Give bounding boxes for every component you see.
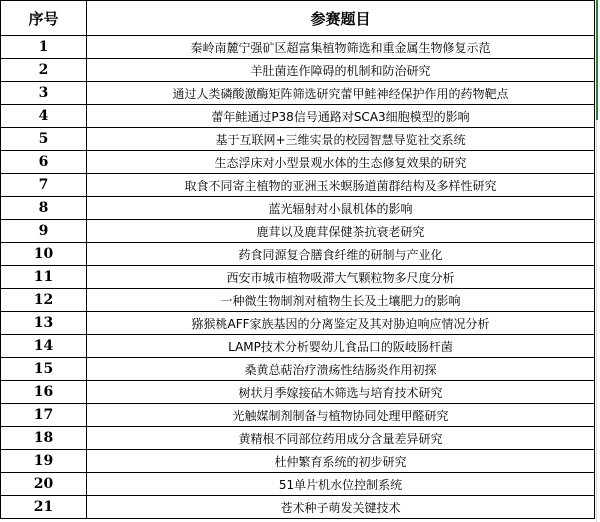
- table-row: [1, 82, 595, 105]
- row-title-cell[interactable]: 基于互联网+三维实景的校园智慧导览社交系统: [87, 128, 595, 151]
- row-number-cell[interactable]: 20: [1, 473, 87, 496]
- row-title-cell[interactable]: 猕猴桃AFF家族基因的分离鉴定及其对胁迫响应情况分析: [87, 312, 595, 335]
- row-title-cell[interactable]: 51单片机水位控制系统: [87, 473, 595, 496]
- table-row: [1, 312, 595, 335]
- row-number-cell[interactable]: 1: [1, 36, 87, 59]
- table-row: [1, 381, 595, 404]
- row-title-cell[interactable]: 药食同源复合膳食纤维的研制与产业化: [87, 243, 595, 266]
- table-row: [1, 59, 595, 82]
- row-number-cell[interactable]: 5: [1, 128, 87, 151]
- row-number-cell[interactable]: 6: [1, 151, 87, 174]
- row-title-cell[interactable]: 秦岭南麓宁强矿区超富集植物筛选和重金属生物修复示范: [87, 36, 595, 59]
- row-title-cell[interactable]: 光触媒制剂制备与植物协同处理甲醛研究: [87, 404, 595, 427]
- table-row: [1, 243, 595, 266]
- row-number-cell[interactable]: 13: [1, 312, 87, 335]
- row-number-cell[interactable]: 4: [1, 105, 87, 128]
- row-number-cell[interactable]: 15: [1, 358, 87, 381]
- selection-edge: [596, 0, 598, 120]
- row-number-cell[interactable]: 12: [1, 289, 87, 312]
- table-row: [1, 151, 595, 174]
- row-title-cell[interactable]: 羊肚菌连作障碍的机制和防治研究: [87, 59, 595, 82]
- row-number-cell[interactable]: 17: [1, 404, 87, 427]
- row-title-cell[interactable]: 取食不同寄主植物的亚洲玉米螟肠道菌群结构及多样性研究: [87, 174, 595, 197]
- table-row: [1, 496, 595, 519]
- table-row: [1, 105, 595, 128]
- table-row: [1, 174, 595, 197]
- row-title-cell[interactable]: 苍术种子萌发关键技术: [87, 496, 595, 519]
- row-title-cell[interactable]: 蓝光辐射对小鼠机体的影响: [87, 197, 595, 220]
- row-title-cell[interactable]: 桑黄总萜治疗溃疡性结肠炎作用初探: [87, 358, 595, 381]
- row-title-cell[interactable]: 西安市城市植物吸滞大气颗粒物多尺度分析: [87, 266, 595, 289]
- row-number-cell[interactable]: 7: [1, 174, 87, 197]
- header-title[interactable]: 参赛题目: [87, 1, 595, 36]
- header-row: [1, 1, 595, 36]
- row-number-cell[interactable]: 9: [1, 220, 87, 243]
- header-index[interactable]: 序号: [1, 1, 87, 36]
- table-row: [1, 36, 595, 59]
- table-row: [1, 266, 595, 289]
- table-row: [1, 335, 595, 358]
- table-row: [1, 197, 595, 220]
- row-title-cell[interactable]: 黄精根不同部位药用成分含量差异研究: [87, 427, 595, 450]
- row-number-cell[interactable]: 18: [1, 427, 87, 450]
- table-row: [1, 427, 595, 450]
- row-number-cell[interactable]: 8: [1, 197, 87, 220]
- row-title-cell[interactable]: 树状月季嫁接砧木筛选与培育技术研究: [87, 381, 595, 404]
- table-row: [1, 450, 595, 473]
- row-title-cell[interactable]: 杜仲繁育系统的初步研究: [87, 450, 595, 473]
- table-row: [1, 358, 595, 381]
- row-title-cell[interactable]: 蕾年鲑通过P38信号通路对SCA3细胞模型的影响: [87, 105, 595, 128]
- row-number-cell[interactable]: 10: [1, 243, 87, 266]
- row-title-cell[interactable]: 鹿茸以及鹿茸保健茶抗衰老研究: [87, 220, 595, 243]
- row-number-cell[interactable]: 21: [1, 496, 87, 519]
- row-title-cell[interactable]: LAMP技术分析婴幼儿食品口的阪岐肠杆菌: [87, 335, 595, 358]
- table-row: [1, 128, 595, 151]
- row-number-cell[interactable]: 2: [1, 59, 87, 82]
- table-row: [1, 220, 595, 243]
- row-number-cell[interactable]: 16: [1, 381, 87, 404]
- table-body: [1, 36, 595, 519]
- row-title-cell[interactable]: 一种微生物制剂对植物生长及土壤肥力的影响: [87, 289, 595, 312]
- table-row: [1, 289, 595, 312]
- table-row: [1, 404, 595, 427]
- row-number-cell[interactable]: 3: [1, 82, 87, 105]
- row-number-cell[interactable]: 14: [1, 335, 87, 358]
- row-title-cell[interactable]: 生态浮床对小型景观水体的生态修复效果的研究: [87, 151, 595, 174]
- row-number-cell[interactable]: 19: [1, 450, 87, 473]
- table-row: [1, 473, 595, 496]
- row-number-cell[interactable]: 11: [1, 266, 87, 289]
- row-title-cell[interactable]: 通过人类磷酸激酶矩阵筛选研究蕾甲鲑神经保护作用的药物靶点: [87, 82, 595, 105]
